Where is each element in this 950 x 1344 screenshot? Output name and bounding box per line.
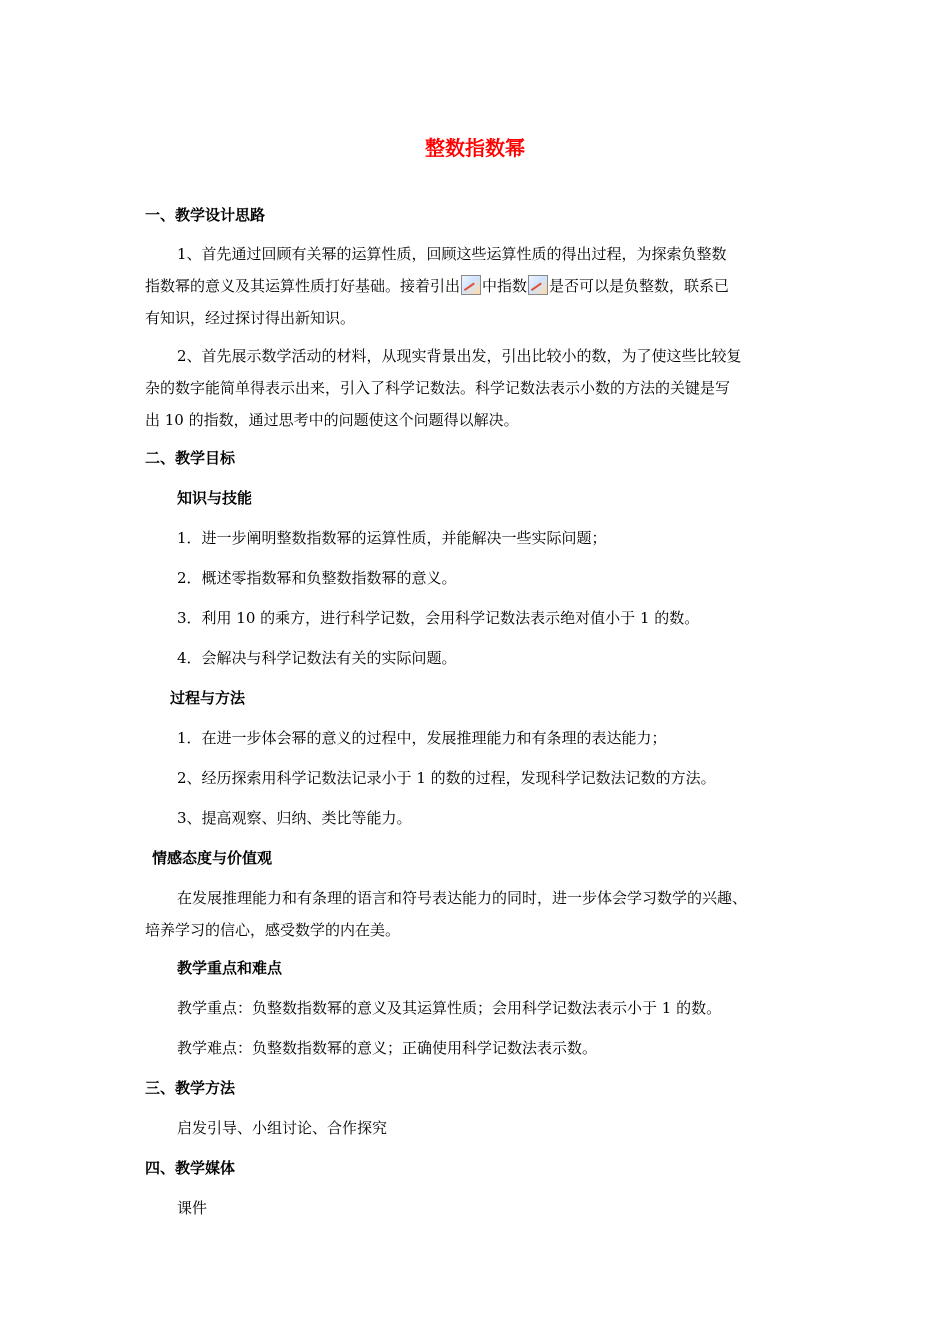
list-item: 4．会解决与科学记数法有关的实际问题。	[177, 649, 457, 667]
list-item: 3、提高观察、归纳、类比等能力。	[177, 809, 412, 827]
list-item: 3．利用 10 的乘方，进行科学记数，会用科学记数法表示绝对值小于 1 的数。	[177, 609, 700, 627]
paragraph-attitude	[145, 882, 815, 946]
section-heading-design: 一、教学设计思路	[145, 206, 266, 224]
section-heading-methods: 三、教学方法	[145, 1079, 236, 1097]
paragraph-line: 培养学习的信心，感受数学的内在美。	[145, 921, 401, 939]
broken-image-icon	[461, 275, 481, 295]
subheading-key-points: 教学重点和难点	[177, 959, 283, 977]
paragraph-design-2	[145, 340, 815, 436]
paragraph-line: 在发展推理能力和有条理的语言和符号表达能力的同时，进一步体会学习数学的兴趣、	[177, 889, 748, 907]
list-item: 1．进一步阐明整数指数幂的运算性质，并能解决一些实际问题；	[177, 529, 607, 547]
paragraph-line: 1、首先通过回顾有关幂的运算性质，回顾这些运算性质的得出过程，为探索负整数	[177, 245, 727, 263]
paragraph-line: 2、首先展示数学活动的材料，从现实背景出发，引出比较小的数，为了使这些比较复	[177, 347, 742, 365]
list-item: 1．在进一步体会幂的意义的过程中，发展推理能力和有条理的表达能力；	[177, 729, 667, 747]
section-heading-goals: 二、教学目标	[145, 449, 236, 467]
paragraph-design-1	[145, 238, 815, 334]
media-text: 课件	[177, 1199, 208, 1217]
paragraph-line: 有知识，经过探讨得出新知识。	[145, 309, 356, 327]
subheading-attitude: 情感态度与价值观	[152, 849, 273, 867]
difficulty-text: 教学难点：负整数指数幂的意义；正确使用科学记数法表示数。	[177, 1039, 598, 1057]
section-heading-media: 四、教学媒体	[145, 1159, 236, 1177]
key-point-text: 教学重点：负整数指数幂的意义及其运算性质；会用科学记数法表示小于 1 的数。	[177, 999, 722, 1017]
paragraph-text: 指数幂的意义及其运算性质打好基础。接着引出	[145, 277, 461, 295]
list-item: 2．概述零指数幂和负整数指数幂的意义。	[177, 569, 457, 587]
subheading-process: 过程与方法	[170, 689, 246, 707]
paragraph-line: 出 10 的指数，通过思考中的问题使这个问题得以解决。	[145, 411, 519, 429]
paragraph-text: 是否可以是负整数，联系已	[549, 277, 730, 295]
methods-text: 启发引导、小组讨论、合作探究	[177, 1119, 388, 1137]
paragraph-text: 中指数	[482, 277, 528, 295]
paragraph-line	[145, 270, 815, 302]
broken-image-icon	[528, 275, 548, 295]
paragraph-line: 杂的数字能简单得表示出来，引入了科学记数法。科学记数法表示小数的方法的关键是写	[145, 379, 731, 397]
document-title: 整数指数幂	[425, 136, 525, 160]
list-item: 2、经历探索用科学记数法记录小于 1 的数的过程，发现科学记数法记数的方法。	[177, 769, 716, 787]
subheading-knowledge: 知识与技能	[177, 489, 253, 507]
